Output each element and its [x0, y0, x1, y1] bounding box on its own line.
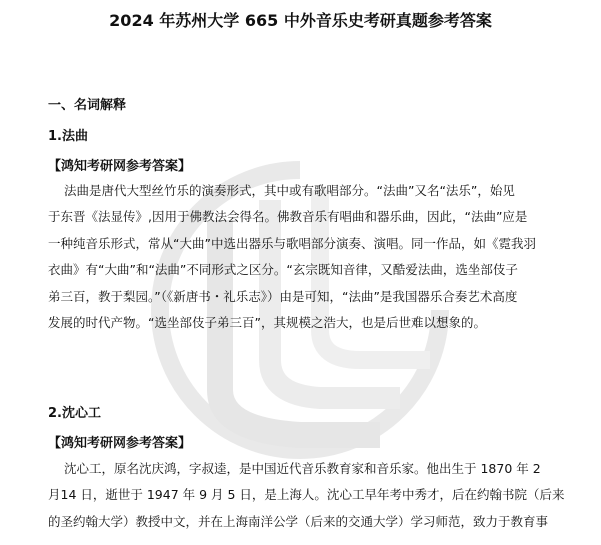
paragraph-faqu: [48, 178, 572, 336]
paragraph-line: 的圣约翰大学）教授中文，并在上海南洋公学（后来的交通大学）学习师范，致力于教育事: [48, 513, 549, 529]
paragraph-line: 法曲是唐代大型丝竹乐的演奏形式，其中或有歌唱部分。“法曲”又名“法乐”，始见: [64, 183, 515, 198]
paragraph-line: 衣曲》有“大曲”和“法曲”不同形式之区分。“玄宗既知音律，又酷爱法曲，选坐部伎子: [48, 262, 518, 278]
paragraph-line: 一种纯音乐形式，常从“大曲”中选出器乐与歌唱部分演奏、演唱。同一作品，如《霓我羽: [48, 235, 536, 251]
paragraph-line: 于东晋《法显传》,因用于佛教法会得名。佛教音乐有唱曲和器乐曲，因此，“法曲”应是: [48, 209, 528, 225]
paragraph-line: 发展的时代产物。“选坐部伎子弟三百”，其规模之浩大，也是后世难以想象的。: [48, 315, 486, 331]
paragraph-shenxingong: [48, 456, 572, 535]
paragraph-line: 沈心工，原名沈庆鸿，字叔逵，是中国近代音乐教育家和音乐家。他出生于 1870 年 2: [64, 461, 541, 476]
item-heading-shenxingong: 2.沈心工: [48, 406, 101, 421]
item-heading-faqu: 1.法曲: [48, 129, 88, 144]
section-heading-terms: 一、名词解释: [48, 98, 127, 113]
paragraph-line: 弟三百，教于梨园。”（《新唐书・礼乐志》）由是可知，“法曲”是我国器乐合奏艺术高度: [48, 288, 518, 304]
answer-label-2: 【鸿知考研网参考答案】: [48, 436, 192, 451]
document-title: 2024 年苏州大学 665 中外音乐史考研真题参考答案: [109, 11, 492, 30]
answer-label-1: 【鸿知考研网参考答案】: [48, 159, 192, 174]
paragraph-line: 月14 日，逝世于 1947 年 9 月 5 日，是上海人。沈心工早年考中秀才，后在约翰书院（后来: [48, 487, 565, 503]
